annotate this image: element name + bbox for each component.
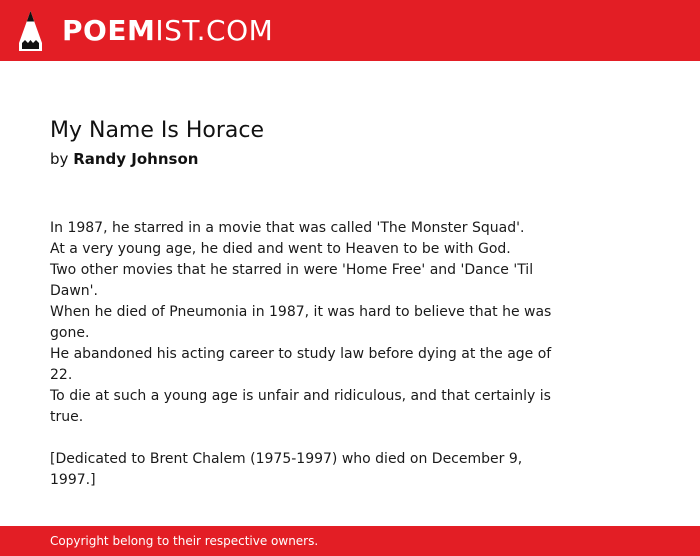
poem-line: [Dedicated to Brent Chalem (1975-1997) who died on December 9, 1997.] bbox=[50, 451, 523, 488]
poem-title: My Name Is Horace bbox=[50, 118, 264, 143]
pencil-tip-icon bbox=[17, 9, 44, 53]
poem-line: In 1987, he starred in a movie that was called 'The Monster Squad'. bbox=[50, 220, 525, 236]
poem-line: When he died of Pneumonia in 1987, it was hard to believe that he was gone. bbox=[50, 304, 552, 341]
logo-light-text: IST.COM bbox=[155, 14, 274, 47]
poem-line: To die at such a young age is unfair and ridiculous, and that certainly is true. bbox=[50, 388, 551, 425]
site-header bbox=[0, 0, 700, 61]
site-footer bbox=[0, 526, 700, 556]
logo-bold-text: POEM bbox=[62, 14, 156, 47]
author-link[interactable]: Randy Johnson bbox=[73, 150, 199, 168]
site-logo-text bbox=[62, 9, 273, 53]
poem-line: Two other movies that he starred in were 'Home Free' and 'Dance 'Til Dawn'. bbox=[50, 262, 534, 299]
poem-line: At a very young age, he died and went to Heaven to be with God. bbox=[50, 241, 511, 257]
site-logo-link[interactable] bbox=[17, 9, 273, 53]
by-label: by bbox=[50, 150, 69, 168]
stanza-break bbox=[50, 428, 570, 449]
poem-body bbox=[50, 218, 570, 491]
copyright-notice: Copyright belong to their respective owners. bbox=[50, 534, 319, 548]
poem-line: He abandoned his acting career to study law before dying at the age of 22. bbox=[50, 346, 552, 383]
byline bbox=[50, 149, 198, 169]
